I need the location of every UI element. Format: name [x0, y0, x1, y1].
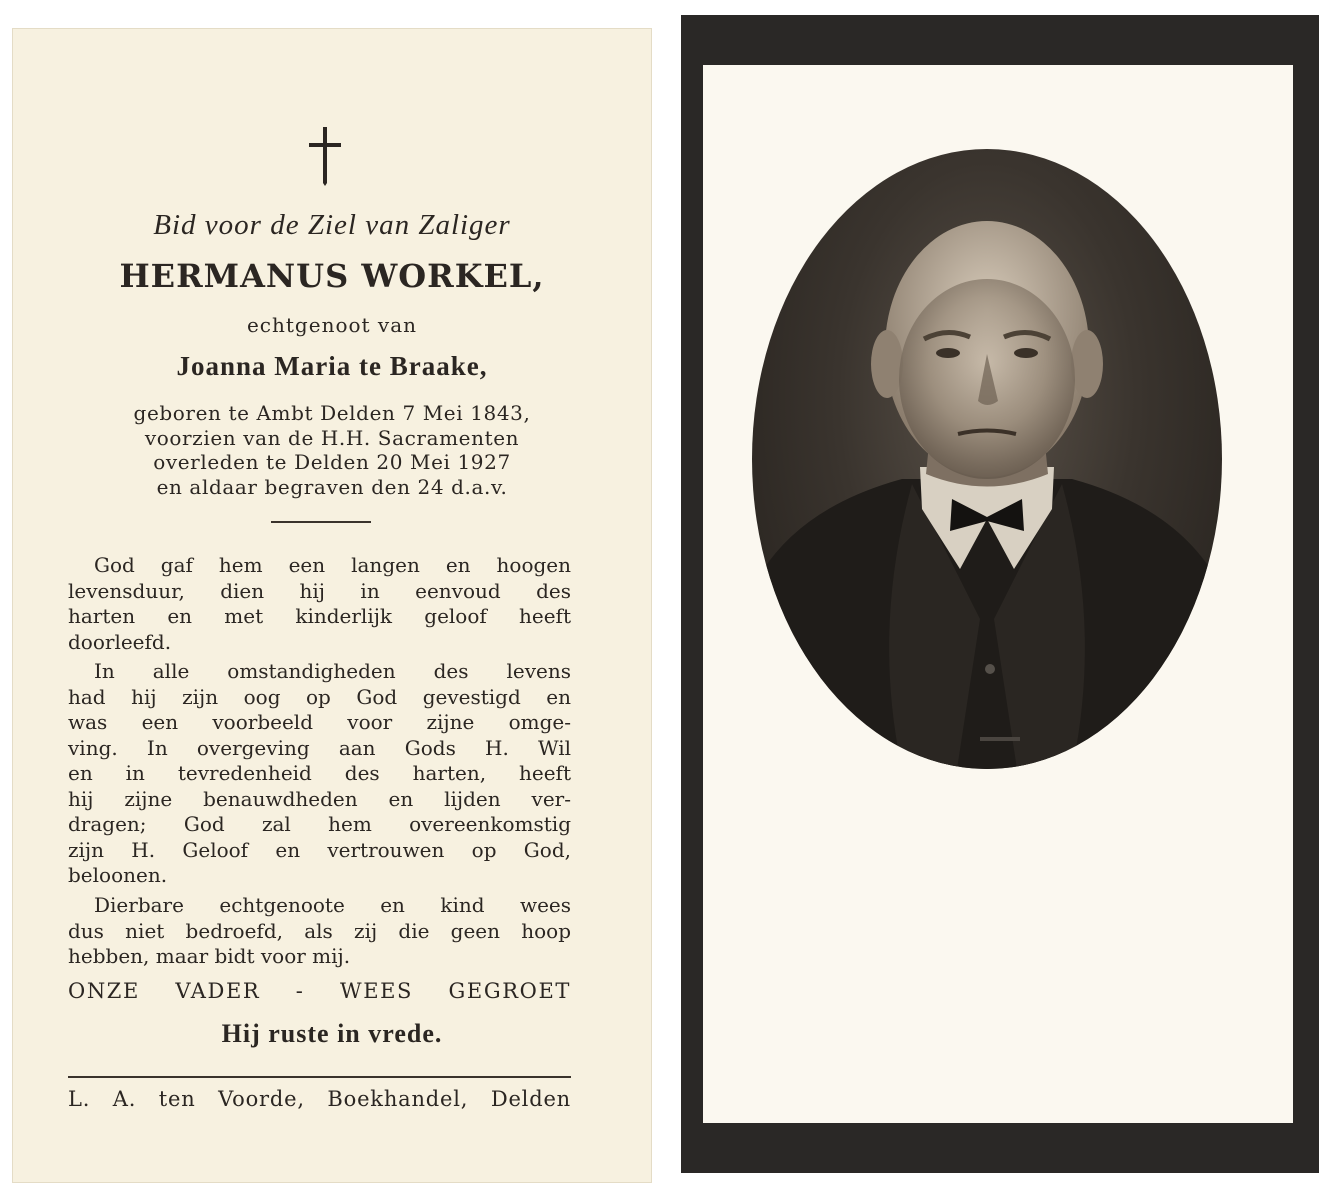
- paragraph-line: ving. In overgeving aan Gods H. Wil: [68, 735, 571, 760]
- divider-short: [271, 521, 371, 523]
- bio-line: en aldaar begraven den 24 d.a.v.: [156, 474, 508, 499]
- spouse-name: Joanna Maria te Braake,: [176, 351, 488, 381]
- divider-long: [68, 1076, 571, 1078]
- paragraph-line: God gaf hem een langen en hoogen: [94, 553, 571, 577]
- paragraph-line: hij zijne benauwdheden en lijden ver-: [68, 786, 571, 811]
- paragraph-line: had hij zijn oog op God gevestigd en: [68, 684, 571, 709]
- paragraph-line: en in tevredenheid des harten, heeft: [68, 761, 571, 785]
- paragraph-line: Dierbare echtgenoote en kind wees: [94, 893, 571, 917]
- paragraph-faith: [68, 659, 571, 889]
- prayer-line: ONZE VADER - WEES GEGROET: [68, 979, 571, 1003]
- paragraph-line: doorleefd.: [68, 629, 172, 654]
- paragraph-line: In alle omstandigheden des levens: [94, 659, 571, 683]
- memorial-card-photo-side: [681, 15, 1319, 1173]
- paragraph-line: levensduur, dien hij in eenvoud des: [68, 578, 571, 603]
- printer-credit: L. A. ten Voorde, Boekhandel, Delden: [68, 1087, 571, 1111]
- prayer-intro: Bid voor de Ziel van Zaliger: [153, 209, 511, 241]
- closing-line: Hij ruste in vrede.: [221, 1019, 443, 1048]
- paragraph-line: was een voorbeeld voor zijne omge-: [68, 710, 571, 734]
- paragraph-line: beloonen.: [68, 863, 168, 887]
- photo-frame: [703, 65, 1293, 1123]
- paragraph-life: [68, 553, 571, 655]
- paragraph-line: harten en met kinderlijk geloof heeft: [68, 604, 571, 628]
- bio-line: overleden te Delden 20 Mei 1927: [153, 450, 511, 474]
- memorial-card-text-side: [12, 28, 652, 1183]
- paragraph-line: hebben, maar bidt voor mij.: [68, 944, 351, 968]
- deceased-name: HERMANUS WORKEL,: [119, 257, 545, 295]
- paragraph-line: dus niet bedroefd, als zij die geen hoop: [68, 918, 571, 943]
- paragraph-farewell: [68, 893, 571, 970]
- portrait-photo: [752, 149, 1222, 769]
- bio-line: voorzien van de H.H. Sacramenten: [144, 425, 520, 450]
- spouse-intro: echtgenoot van: [246, 313, 418, 337]
- bio-line: geboren te Ambt Delden 7 Mei 1843,: [133, 401, 531, 425]
- paragraph-line: dragen; God zal hem overeenkomstig: [68, 812, 571, 836]
- cross-icon: [305, 125, 345, 187]
- paragraph-line: zijn H. Geloof en vertrouwen op God,: [68, 837, 571, 862]
- biography-block: [13, 401, 651, 499]
